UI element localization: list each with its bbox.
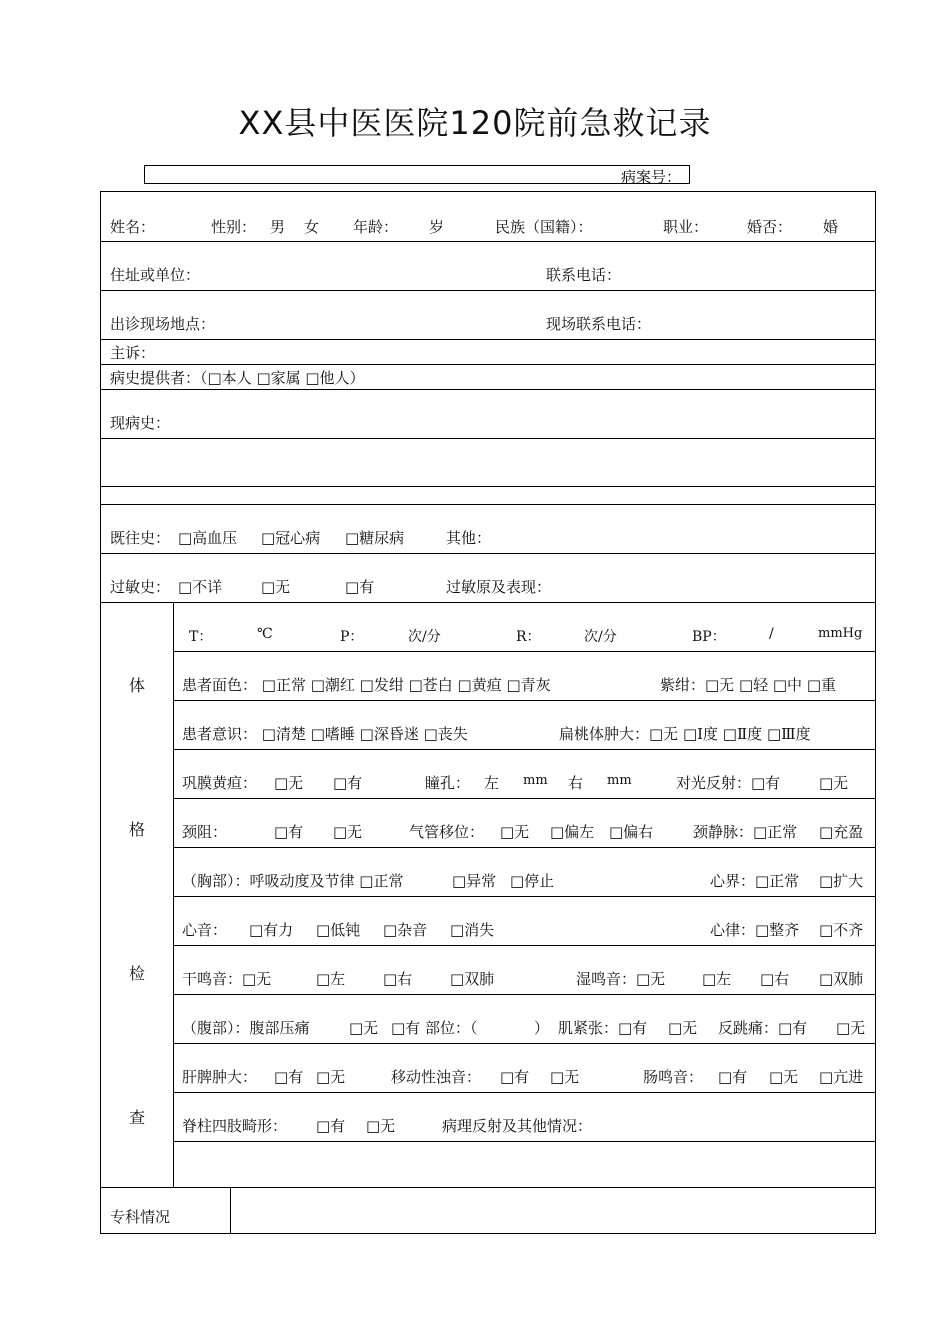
heart-strong-checkbox[interactable]: □有力 bbox=[249, 921, 294, 939]
sclera-label: 巩膜黄疸： bbox=[182, 774, 258, 792]
light-reflex-options[interactable]: 对光反射：□有 bbox=[676, 774, 781, 792]
chest-abnormal-checkbox[interactable]: □异常 bbox=[452, 872, 497, 890]
jugular-options[interactable]: 颈静脉：□正常 bbox=[693, 823, 798, 841]
vitals-row bbox=[173, 603, 875, 652]
sclera-yes-checkbox[interactable]: □有 bbox=[333, 774, 363, 792]
record-form bbox=[100, 191, 876, 1234]
physical-exam-block bbox=[101, 603, 875, 1188]
present-history-row bbox=[101, 390, 875, 439]
rebound-options[interactable]: 反跳痛：□有 bbox=[718, 1019, 808, 1037]
allergy-label: 过敏史： bbox=[110, 578, 171, 596]
spine-yes-checkbox[interactable]: □有 bbox=[316, 1117, 346, 1135]
heart-sound-row bbox=[173, 897, 875, 946]
dry-rales-right[interactable]: □右 bbox=[383, 970, 413, 988]
pupil-right-unit: mm bbox=[607, 773, 632, 788]
site-row bbox=[101, 291, 875, 340]
dry-rales-left[interactable]: □左 bbox=[316, 970, 346, 988]
heart-absent-checkbox[interactable]: □消失 bbox=[450, 921, 495, 939]
spine-no-checkbox[interactable]: □无 bbox=[366, 1117, 396, 1135]
sclera-row bbox=[173, 750, 875, 799]
ascites-label: 移动性浊音： bbox=[391, 1068, 482, 1086]
abdomen-row bbox=[173, 995, 875, 1044]
past-history-row bbox=[101, 505, 875, 554]
complaint-label: 主诉： bbox=[110, 344, 156, 362]
page-title: XX县中医医院120院前急救记录 bbox=[238, 104, 712, 142]
site-phone-label: 现场联系电话： bbox=[546, 315, 652, 333]
chest-stop-checkbox[interactable]: □停止 bbox=[510, 872, 555, 890]
allergy-none-checkbox[interactable]: □无 bbox=[261, 578, 291, 596]
neck-no-checkbox[interactable]: □无 bbox=[333, 823, 363, 841]
marriage-label: 婚否： bbox=[747, 218, 793, 236]
sex-female-option[interactable]: 女 bbox=[304, 218, 320, 236]
basic-info-row bbox=[101, 192, 875, 242]
bp-unit: mmHg bbox=[818, 626, 863, 641]
allergy-row bbox=[101, 554, 875, 603]
dry-rales-both[interactable]: □双肺 bbox=[450, 970, 495, 988]
heart-murmur-checkbox[interactable]: □杂音 bbox=[383, 921, 428, 939]
allergy-unknown-checkbox[interactable]: □不详 bbox=[178, 578, 223, 596]
heart-border-options[interactable]: 心界：□正常 bbox=[710, 872, 800, 890]
job-label: 职业： bbox=[663, 218, 709, 236]
dry-rales-options[interactable]: 干鸣音：□无 bbox=[182, 970, 272, 988]
age-unit: 岁 bbox=[429, 218, 445, 236]
ascites-yes-checkbox[interactable]: □有 bbox=[500, 1068, 530, 1086]
sclera-none-checkbox[interactable]: □无 bbox=[274, 774, 304, 792]
ascites-no-checkbox[interactable]: □无 bbox=[550, 1068, 580, 1086]
present-history-label: 现病史： bbox=[110, 414, 171, 432]
address-label: 住址或单位： bbox=[110, 266, 201, 284]
hypertension-checkbox[interactable]: □高血压 bbox=[178, 529, 238, 547]
bowel-label: 肠鸣音： bbox=[643, 1068, 704, 1086]
liver-yes-checkbox[interactable]: □有 bbox=[274, 1068, 304, 1086]
wet-rales-right[interactable]: □右 bbox=[760, 970, 790, 988]
liver-label: 肝脾肿大： bbox=[182, 1068, 258, 1086]
muscle-tension-none[interactable]: □无 bbox=[668, 1019, 698, 1037]
marriage-value: 婚 bbox=[823, 218, 839, 236]
pulse-unit: 次/分 bbox=[408, 629, 441, 645]
case-number-label: 病案号： bbox=[620, 168, 681, 186]
rebound-none[interactable]: □无 bbox=[836, 1019, 866, 1037]
pupil-label: 瞳孔： bbox=[425, 774, 471, 792]
specialty-row bbox=[101, 1188, 875, 1234]
resp-unit: 次/分 bbox=[584, 629, 617, 645]
pupil-right-label: 右 bbox=[568, 774, 584, 792]
diabetes-checkbox[interactable]: □糖尿病 bbox=[345, 529, 405, 547]
address-row bbox=[101, 242, 875, 291]
sex-label: 性别： bbox=[211, 218, 257, 236]
past-other-label: 其他： bbox=[446, 529, 492, 547]
liver-row bbox=[173, 1044, 875, 1093]
age-label: 年龄： bbox=[353, 218, 399, 236]
complaint-row bbox=[101, 340, 875, 365]
exam-char: 体 bbox=[128, 676, 145, 695]
coronary-checkbox[interactable]: □冠心病 bbox=[261, 529, 321, 547]
heart-rhythm-options[interactable]: 心律：□整齐 bbox=[710, 921, 800, 939]
exam-char: 格 bbox=[128, 820, 145, 839]
trachea-none-checkbox[interactable]: □无 bbox=[500, 823, 530, 841]
abdomen-tenderness-label: （腹部）：腹部压痛 bbox=[182, 1019, 310, 1037]
face-color-row bbox=[173, 652, 875, 701]
tenderness-location-close: ） bbox=[534, 1019, 550, 1037]
bowel-no-checkbox[interactable]: □无 bbox=[769, 1068, 799, 1086]
bp-label: BP： bbox=[692, 629, 726, 645]
trachea-left-checkbox[interactable]: □偏左 bbox=[550, 823, 595, 841]
resp-label: R： bbox=[516, 629, 541, 645]
past-history-label: 既往史： bbox=[110, 529, 171, 547]
spine-label: 脊柱四肢畸形： bbox=[182, 1117, 288, 1135]
specialty-label: 专科情况 bbox=[110, 1208, 171, 1226]
neck-label: 颈阻： bbox=[182, 823, 228, 841]
consciousness-options[interactable]: 患者意识： □清楚 □嗜睡 □深昏迷 □丧失 bbox=[182, 725, 468, 743]
wet-rales-both[interactable]: □双肺 bbox=[819, 970, 864, 988]
face-color-options[interactable]: 患者面色： □正常 □潮红 □发绀 □苍白 □黄疸 □青灰 bbox=[182, 676, 551, 694]
bowel-hyper-checkbox[interactable]: □亢进 bbox=[819, 1068, 864, 1086]
exam-blank-row[interactable] bbox=[173, 1142, 875, 1188]
muscle-tension-options[interactable]: 肌紧张：□有 bbox=[558, 1019, 648, 1037]
blank-row[interactable] bbox=[101, 487, 875, 505]
provider-label[interactable]: 病史提供者：（□本人 □家属 □他人） bbox=[110, 369, 365, 387]
sex-male-option[interactable]: 男 bbox=[270, 218, 286, 236]
bowel-yes-checkbox[interactable]: □有 bbox=[718, 1068, 748, 1086]
rales-row bbox=[173, 946, 875, 995]
exam-char: 检 bbox=[128, 964, 145, 983]
heart-sound-label: 心音： bbox=[182, 921, 228, 939]
wet-rales-options[interactable]: 湿鸣音：□无 bbox=[576, 970, 666, 988]
ethnicity-label: 民族（国籍）： bbox=[495, 218, 593, 236]
temp-label: T： bbox=[189, 629, 213, 645]
jugular-full[interactable]: □充盈 bbox=[819, 823, 864, 841]
case-number-field[interactable] bbox=[144, 165, 690, 184]
pupil-left-label: 左 bbox=[484, 774, 500, 792]
chest-row bbox=[173, 848, 875, 897]
exam-char: 查 bbox=[128, 1108, 145, 1127]
tonsil-options[interactable]: 扁桃体肿大：□无 □Ⅰ度 □Ⅱ度 □Ⅲ度 bbox=[559, 725, 811, 743]
neck-yes-checkbox[interactable]: □有 bbox=[274, 823, 304, 841]
phone-label: 联系电话： bbox=[546, 266, 622, 284]
blank-row[interactable] bbox=[101, 439, 875, 487]
site-label: 出诊现场地点： bbox=[110, 315, 216, 333]
heart-rhythm-irregular[interactable]: □不齐 bbox=[819, 921, 864, 939]
provider-row bbox=[101, 365, 875, 390]
pupil-left-unit: mm bbox=[523, 773, 548, 788]
temp-unit: ℃ bbox=[257, 626, 273, 642]
allergy-detail-label: 过敏原及表现： bbox=[446, 578, 552, 596]
light-reflex-none[interactable]: □无 bbox=[819, 774, 849, 792]
neck-row bbox=[173, 799, 875, 848]
bp-sep: / bbox=[769, 626, 774, 642]
liver-no-checkbox[interactable]: □无 bbox=[316, 1068, 346, 1086]
name-label: 姓名： bbox=[110, 218, 156, 236]
heart-border-enlarged[interactable]: □扩大 bbox=[819, 872, 864, 890]
pulse-label: P： bbox=[340, 629, 364, 645]
trachea-right-checkbox[interactable]: □偏右 bbox=[609, 823, 654, 841]
wet-rales-left[interactable]: □左 bbox=[702, 970, 732, 988]
trachea-label: 气管移位： bbox=[409, 823, 485, 841]
allergy-yes-checkbox[interactable]: □有 bbox=[345, 578, 375, 596]
chest-respiration-options[interactable]: （胸部）：呼吸动度及节律 □正常 bbox=[182, 872, 404, 890]
consciousness-row bbox=[173, 701, 875, 750]
tenderness-none-checkbox[interactable]: □无 bbox=[349, 1019, 379, 1037]
spine-row bbox=[173, 1093, 875, 1142]
tenderness-yes-checkbox[interactable]: □有 部位：（ bbox=[391, 1019, 478, 1037]
cyanosis-options[interactable]: 紫绀：□无 □轻 □中 □重 bbox=[660, 676, 836, 694]
pathology-label: 病理反射及其他情况： bbox=[442, 1117, 593, 1135]
heart-weak-checkbox[interactable]: □低钝 bbox=[316, 921, 361, 939]
